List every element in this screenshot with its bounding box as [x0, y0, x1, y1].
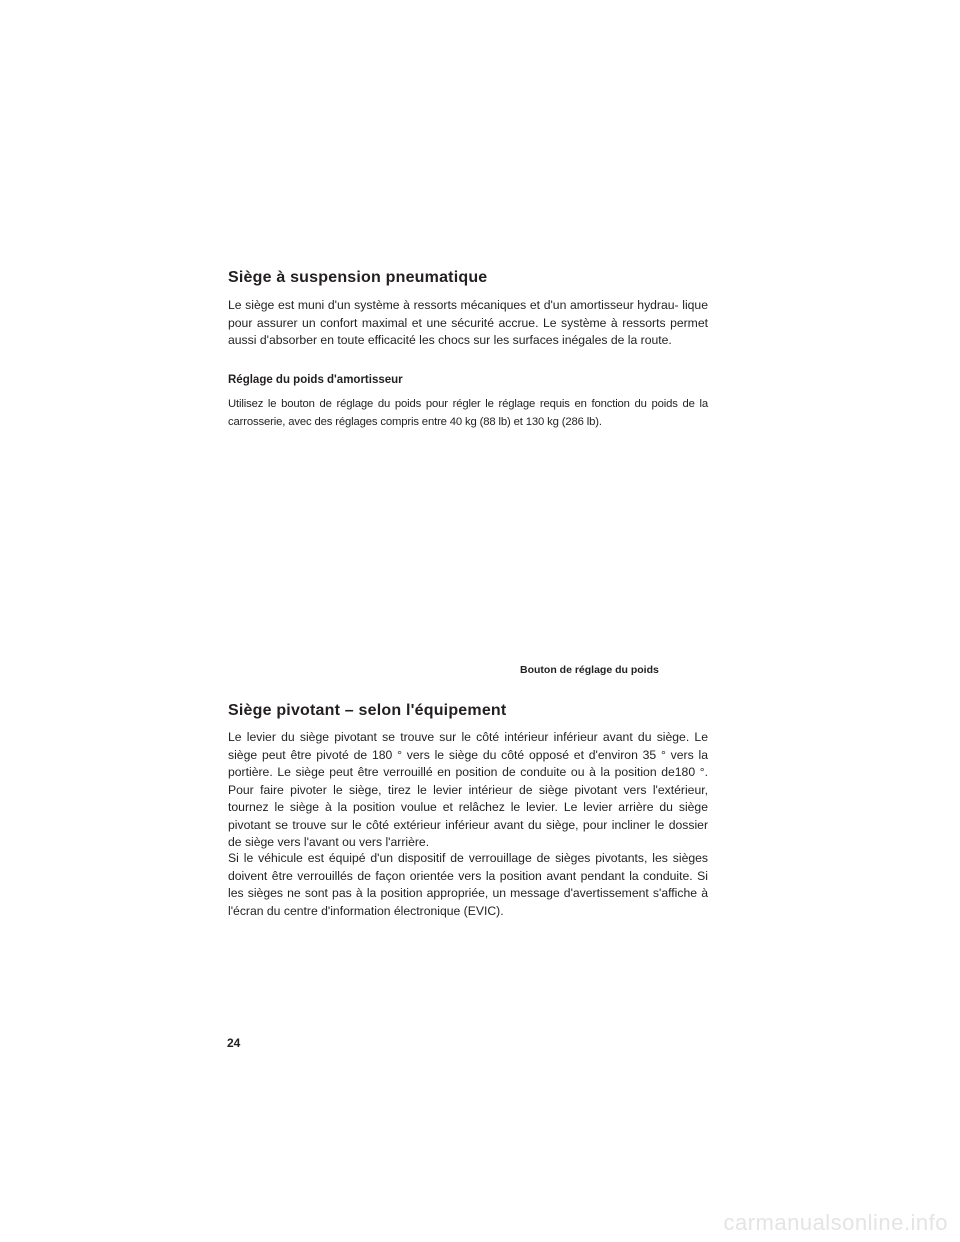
section-paragraph-air-suspension: Le siège est muni d'un système à ressorts mécaniques et d'un amortisseur hydrau- lique pour assurer un confort maximal et une sécurité accrue. Le système à ressorts permet aussi d'absorber en toute efficacité les chocs sur les surfaces inégales de la route.	[228, 298, 708, 347]
section-paragraph-swivel-seat-2: Si le véhicule est équipé d'un dispositif de verrouillage de sièges pivotants, les sièges doivent être verrouillés de façon orientée vers la position avant pendant la conduite. Si les sièges ne sont pas à la position appropriée, un message d'avertissement s'affiche à l'écran du centre d'information électronique (EVIC).	[228, 851, 708, 918]
subsection-paragraph-weight-adjustment: Utilisez le bouton de réglage du poids pour régler le réglage requis en fonction du poids de la carrosserie, avec des réglages compris entre 40 kg (88 lb) et 130 kg (286 lb).	[228, 398, 708, 428]
subsection-title-weight-adjustment: Réglage du poids d'amortisseur	[228, 374, 403, 386]
figure-area	[228, 440, 708, 660]
section-title-swivel-seat: Siège pivotant – selon l'équipement	[228, 702, 507, 719]
section-paragraph-swivel-seat-1: Le levier du siège pivotant se trouve sur le côté intérieur inférieur avant du siège. Le siège peut être pivoté de 180 ° vers le siège du côté opposé et d'environ 35 ° vers la portière. Le siège peut être verrouillé en position de conduite ou à la position de180 °. Pour faire pivoter le siège, tirez le levier intérieur de siège pivotant vers l'extérieur, tournez le siège à la position voulue et relâchez le levier. Le levier arrière du siège pivotant se trouve sur le côté extérieur inférieur avant du siège, pour incliner le dossier de siège vers l'avant ou vers l'arrière.	[228, 730, 708, 849]
page-number: 24	[227, 1036, 241, 1050]
section-title-air-suspension-seat: Siège à suspension pneumatique	[228, 269, 488, 286]
watermark-text: carmanualsonline.info	[723, 1210, 948, 1235]
figure-caption: Bouton de réglage du poids	[520, 664, 659, 676]
